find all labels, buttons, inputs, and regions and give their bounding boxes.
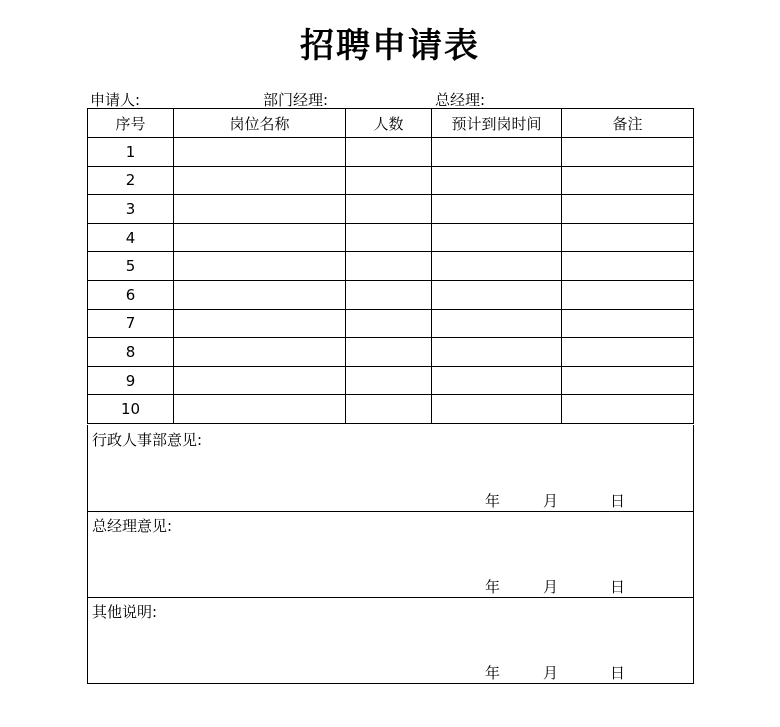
general-manager-opinion-box[interactable] <box>87 511 694 598</box>
table-row <box>88 223 694 252</box>
row-index: 2 <box>88 166 174 195</box>
form-title: 招聘申请表 <box>300 26 480 66</box>
table-row <box>88 395 694 424</box>
department-manager-label: 部门经理: <box>263 91 329 109</box>
arrival-time-cell[interactable] <box>432 395 562 424</box>
table-row <box>88 195 694 224</box>
remarks-cell[interactable] <box>562 138 694 167</box>
column-header-arrival-time: 预计到岗时间 <box>432 109 562 138</box>
arrival-time-cell[interactable] <box>432 252 562 281</box>
position-cell[interactable] <box>174 195 346 224</box>
month-label: 月 <box>543 492 559 510</box>
row-index: 7 <box>88 309 174 338</box>
position-cell[interactable] <box>174 395 346 424</box>
table-row <box>88 166 694 195</box>
year-label: 年 <box>485 664 501 682</box>
row-index: 8 <box>88 338 174 367</box>
arrival-time-cell[interactable] <box>432 166 562 195</box>
position-cell[interactable] <box>174 366 346 395</box>
headcount-cell[interactable] <box>346 195 432 224</box>
table-row <box>88 309 694 338</box>
headcount-cell[interactable] <box>346 395 432 424</box>
other-notes-box[interactable] <box>87 597 694 684</box>
day-label: 日 <box>610 578 626 596</box>
applicant-label: 申请人: <box>90 91 141 109</box>
remarks-cell[interactable] <box>562 195 694 224</box>
arrival-time-cell[interactable] <box>432 280 562 309</box>
recruitment-table <box>87 108 694 424</box>
arrival-time-cell[interactable] <box>432 223 562 252</box>
hr-admin-opinion-box[interactable] <box>87 425 694 512</box>
headcount-cell[interactable] <box>346 366 432 395</box>
position-cell[interactable] <box>174 166 346 195</box>
arrival-time-cell[interactable] <box>432 195 562 224</box>
general-manager-label: 总经理: <box>435 91 486 109</box>
table-row <box>88 280 694 309</box>
row-index: 6 <box>88 280 174 309</box>
day-label: 日 <box>610 664 626 682</box>
month-label: 月 <box>543 664 559 682</box>
headcount-cell[interactable] <box>346 166 432 195</box>
position-cell[interactable] <box>174 338 346 367</box>
remarks-cell[interactable] <box>562 252 694 281</box>
column-header-position: 岗位名称 <box>174 109 346 138</box>
general-manager-opinion-label: 总经理意见: <box>92 517 173 535</box>
headcount-cell[interactable] <box>346 280 432 309</box>
row-index: 9 <box>88 366 174 395</box>
table-header-row <box>88 109 694 138</box>
headcount-cell[interactable] <box>346 309 432 338</box>
headcount-cell[interactable] <box>346 338 432 367</box>
position-cell[interactable] <box>174 223 346 252</box>
row-index: 10 <box>88 395 174 424</box>
column-header-index: 序号 <box>88 109 174 138</box>
remarks-cell[interactable] <box>562 166 694 195</box>
table-row <box>88 338 694 367</box>
row-index: 3 <box>88 195 174 224</box>
headcount-cell[interactable] <box>346 223 432 252</box>
headcount-cell[interactable] <box>346 138 432 167</box>
arrival-time-cell[interactable] <box>432 338 562 367</box>
column-header-remarks: 备注 <box>562 109 694 138</box>
row-index: 1 <box>88 138 174 167</box>
arrival-time-cell[interactable] <box>432 309 562 338</box>
other-notes-label: 其他说明: <box>92 603 158 621</box>
position-cell[interactable] <box>174 138 346 167</box>
remarks-cell[interactable] <box>562 395 694 424</box>
row-index: 4 <box>88 223 174 252</box>
table-row <box>88 366 694 395</box>
remarks-cell[interactable] <box>562 280 694 309</box>
month-label: 月 <box>543 578 559 596</box>
remarks-cell[interactable] <box>562 366 694 395</box>
year-label: 年 <box>485 578 501 596</box>
table-row <box>88 252 694 281</box>
remarks-cell[interactable] <box>562 338 694 367</box>
remarks-cell[interactable] <box>562 309 694 338</box>
headcount-cell[interactable] <box>346 252 432 281</box>
table-row <box>88 138 694 167</box>
column-header-headcount: 人数 <box>346 109 432 138</box>
row-index: 5 <box>88 252 174 281</box>
arrival-time-cell[interactable] <box>432 138 562 167</box>
year-label: 年 <box>485 492 501 510</box>
position-cell[interactable] <box>174 309 346 338</box>
hr-admin-opinion-label: 行政人事部意见: <box>92 431 203 449</box>
position-cell[interactable] <box>174 280 346 309</box>
remarks-cell[interactable] <box>562 223 694 252</box>
day-label: 日 <box>610 492 626 510</box>
position-cell[interactable] <box>174 252 346 281</box>
arrival-time-cell[interactable] <box>432 366 562 395</box>
